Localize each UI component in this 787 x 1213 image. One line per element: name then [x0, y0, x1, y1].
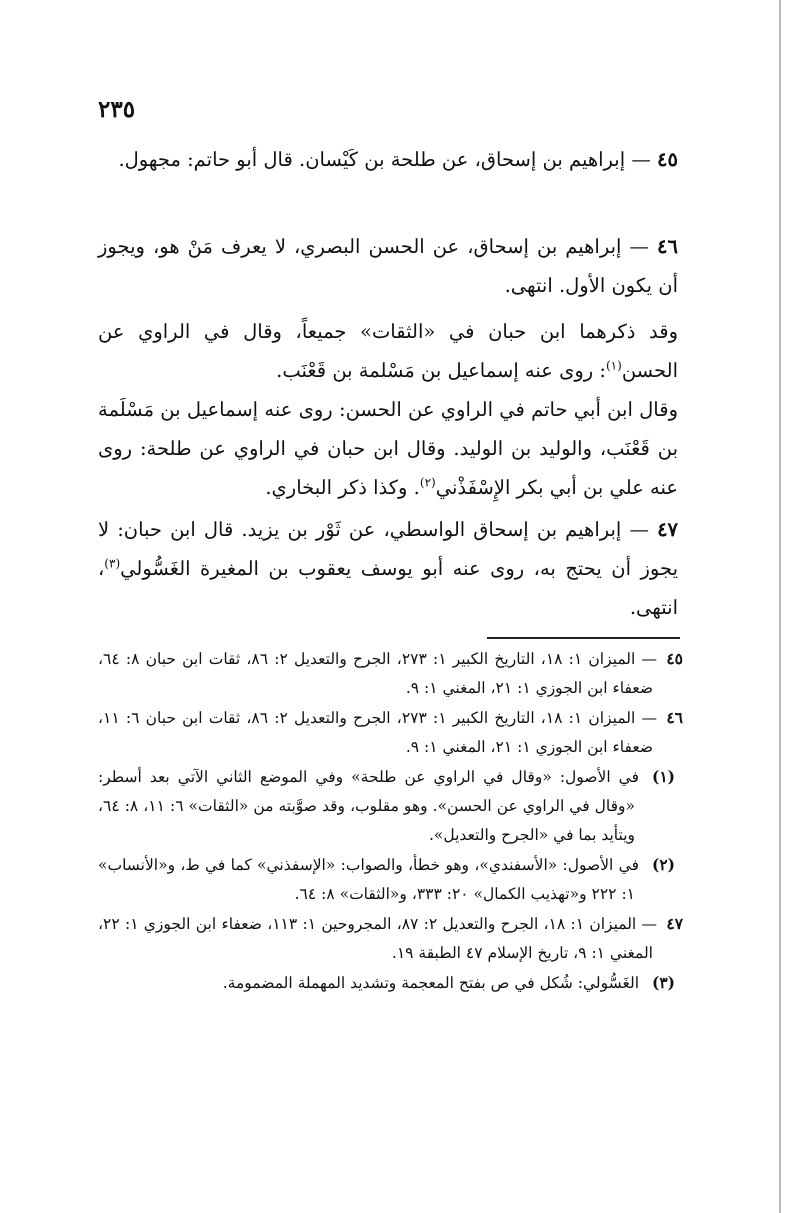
paragraph-text: وقد ذكرهما ابن حبان في «الثقات» جميعاً، وقال في الراوي عن الحسن: [98, 320, 678, 382]
footnote-ref-2[interactable]: (٢): [419, 475, 436, 490]
footnote-number: (٣): [651, 973, 675, 992]
page-edge-line: [779, 0, 781, 1213]
footnote-45: [98, 644, 683, 703]
footnote-number: (١): [651, 767, 675, 786]
footnote-text: في الأصول: «وقال في الراوي عن طلحة» وفي الموضع الثاني الآتي بعد أسطر: «وقال في الراوي عن الحسن». وهو مقلوب، وقد صوَّبته من «الثقات» ٦: ١١، ٨: ٦٤، ويتأيد بما في «الجرح والتعديل».: [98, 768, 639, 844]
footnote-47: [98, 909, 683, 968]
entry-text: — إبراهيم بن إسحاق الواسطي، عن ثَوْر بن يزيد. قال ابن حبان: لا يجوز أن يحتج به، روى عنه أبو يوسف يعقوب بن المغيرة الغَسُّولي: [98, 518, 678, 580]
entry-number: ٤٥: [657, 148, 678, 171]
entry-46: [98, 227, 678, 305]
paragraph-ibn-hibban: [98, 312, 678, 390]
footnote-number: ٤٦: [666, 708, 683, 727]
paragraph-text: . وكذا ذكر البخاري.: [265, 476, 420, 499]
footnote-text: — الميزان ١: ١٨، التاريخ الكبير ١: ٢٧٣، الجرح والتعديل ٢: ٨٦، ثقات ابن حبان ٦: ١١، ضعفاء ابن الجوزي ١: ٢١، المغني ١: ٩.: [98, 709, 657, 756]
entry-text: ، انتهى.: [98, 557, 678, 619]
footnote-number: ٤٧: [666, 914, 684, 933]
footnote-text: — الميزان ١: ١٨، الجرح والتعديل ٢: ٨٧، المجروحين ١: ١١٣، ضعفاء ابن الجوزي ١: ٢٢، المغني ١: ٩، تاريخ الإسلام ٤٧ الطبقة ١٩.: [98, 915, 658, 962]
footnote-2: [98, 850, 683, 909]
footnote-ref-3[interactable]: (٣): [104, 556, 121, 571]
footnote-1: [98, 762, 683, 850]
footnote-text: في الأصول: «الأسفندي»، وهو خطأ، والصواب: «الإسفذني» كما في ط، و«الأنساب» ١: ٢٢٢ و«تهذيب الكمال» ٢٠: ٣٣٣، و«الثقات» ٨: ٦٤.: [98, 856, 639, 903]
paragraph-text: وقال ابن أبي حاتم في الراوي عن الحسن: روى عنه إسماعيل بن مَسْلَمة بن قَعْنَب، والوليد بن الوليد. وقال ابن حبان في الراوي عن طلحة: روى عنه علي بن أبي بكر الإِسْفَذْني: [98, 398, 678, 499]
entry-number: ٤٦: [657, 235, 678, 258]
page-number: ٢٣٥: [98, 96, 136, 123]
footnote-text: الغَسُّولي: شُكل في ص بفتح المعجمة وتشديد المهملة المضمومة.: [222, 974, 639, 992]
entry-45: [98, 140, 678, 179]
footnote-3: [98, 968, 683, 998]
entry-number: ٤٧: [657, 518, 679, 541]
footnote-ref-1[interactable]: (١): [605, 358, 622, 373]
footnote-46: [98, 703, 683, 762]
entry-text: — إبراهيم بن إسحاق، عن طلحة بن كَيْسان. قال أبو حاتم: مجهول.: [118, 148, 651, 171]
footnotes: [98, 644, 683, 998]
entry-text: — إبراهيم بن إسحاق، عن الحسن البصري، لا يعرف مَنْ هو، ويجوز أن يكون الأول. انتهى.: [98, 235, 678, 297]
entry-47: [98, 510, 678, 627]
paragraph-text: : روى عنه إسماعيل بن مَسْلمة بن قَعْنَب.: [276, 359, 606, 382]
footnote-number: ٤٥: [666, 649, 683, 668]
footnote-divider: [487, 637, 680, 639]
footnote-number: (٢): [651, 855, 675, 874]
paragraph-ibn-abi-hatim: [98, 390, 678, 507]
footnote-text: — الميزان ١: ١٨، التاريخ الكبير ١: ٢٧٣، الجرح والتعديل ٢: ٨٦، ثقات ابن حبان ٨: ٦٤، ضعفاء ابن الجوزي ١: ٢١، المغني ١: ٩.: [98, 650, 657, 697]
